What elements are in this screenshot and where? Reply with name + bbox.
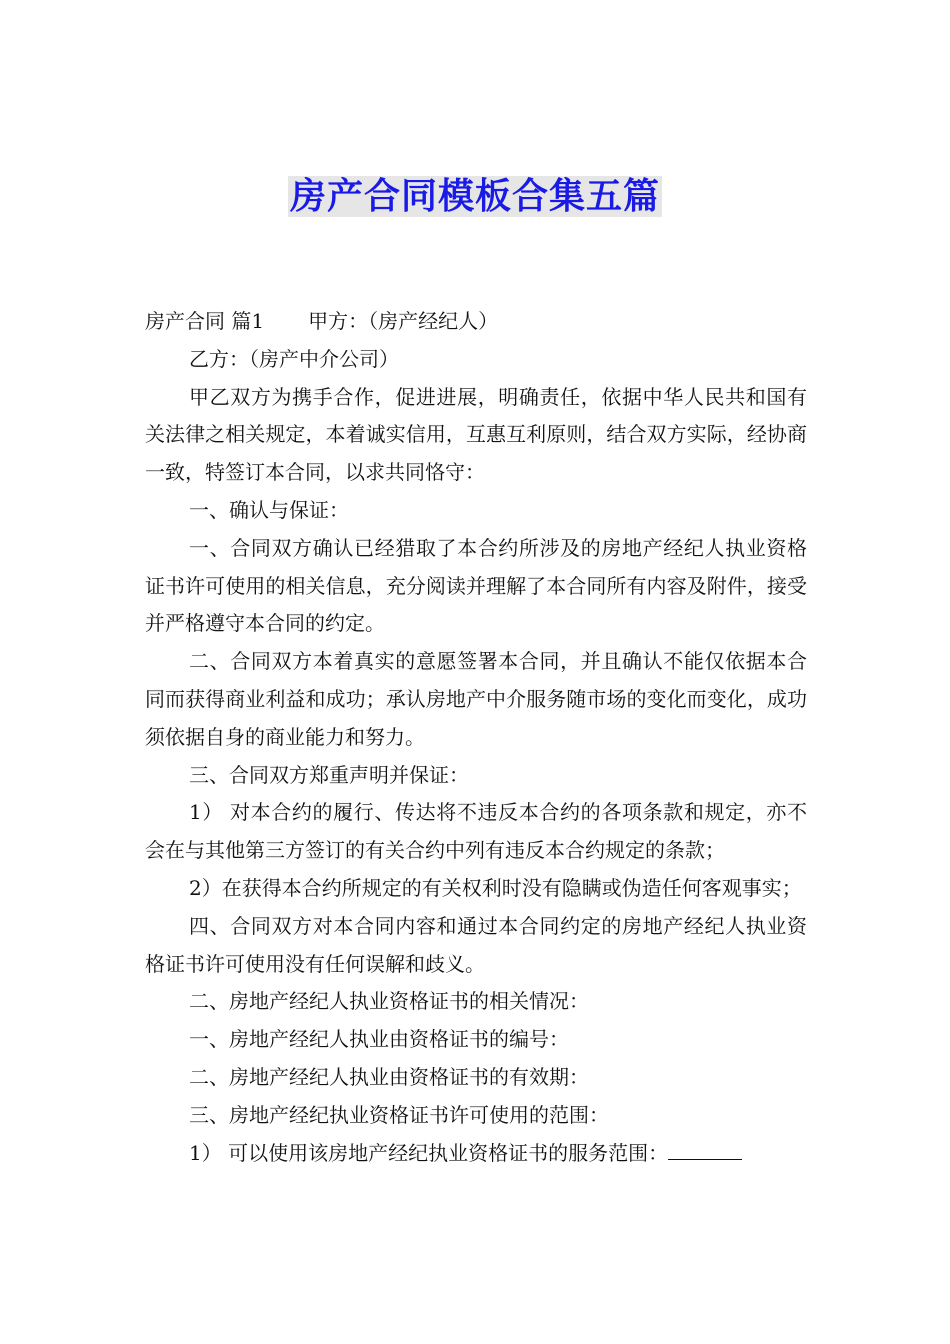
- service-scope-line: [145, 1135, 807, 1173]
- party-a-line: 甲方：（房产经纪人）: [308, 309, 499, 333]
- certificate-scope-line: 三、房地产经纪执业资格证书许可使用的范围：: [189, 1102, 609, 1127]
- fill-in-blank[interactable]: [668, 1137, 742, 1160]
- section-heading-certificate: 二、房地产经纪人执业资格证书的相关情况：: [189, 989, 589, 1014]
- paragraph-confirm-4: 四、合同双方对本合同内容和通过本合同约定的房地产经纪人执业资格证书许可使用没有任何误解和歧义。: [145, 913, 807, 976]
- paragraph-confirm-2: 二、合同双方本着真实的意愿签署本合同，并且确认不能仅依据本合同而获得商业利益和成功；承认房地产中介服务随市场的变化而变化，成功须依据自身的商业能力和努力。: [145, 649, 807, 749]
- paragraph-confirm-3: 三、合同双方郑重声明并保证：: [189, 762, 469, 787]
- document-body: [145, 303, 807, 1172]
- document-title: [0, 172, 950, 222]
- list-item-2: 2）在获得本合约所规定的有关权利时没有隐瞒或伪造任何客观事实；: [189, 875, 802, 900]
- list-item-1: 1） 对本合约的履行、传达将不违反本合约的各项条款和规定，亦不会在与其他第三方签订的有关合约中列有违反本合约规定的条款；: [145, 800, 807, 863]
- paragraph-heading-line: [145, 303, 807, 341]
- service-scope-text: 1） 可以使用该房地产经纪执业资格证书的服务范围：: [189, 1140, 669, 1165]
- section-heading-confirm: 一、确认与保证：: [189, 497, 349, 522]
- contract-section-label: 房产合同 篇1: [145, 309, 265, 333]
- certificate-validity-line: 二、房地产经纪人执业由资格证书的有效期：: [189, 1064, 589, 1089]
- paragraph-preamble: 甲乙双方为携手合作，促进进展，明确责任，依据中华人民共和国有关法律之相关规定，本着诚实信用，互惠互利原则，结合双方实际，经协商一致，特签订本合同，以求共同恪守：: [145, 384, 807, 485]
- paragraph-confirm-1: 一、合同双方确认已经猎取了本合约所涉及的房地产经纪人执业资格证书许可使用的相关信息，充分阅读并理解了本合同所有内容及附件，接受并严格遵守本合同的约定。: [145, 535, 807, 636]
- certificate-number-line: 一、房地产经纪人执业由资格证书的编号：: [189, 1027, 569, 1052]
- document-title-text: 房产合同模板合集五篇: [289, 176, 660, 217]
- party-b-line: 乙方：（房产中介公司）: [189, 346, 399, 371]
